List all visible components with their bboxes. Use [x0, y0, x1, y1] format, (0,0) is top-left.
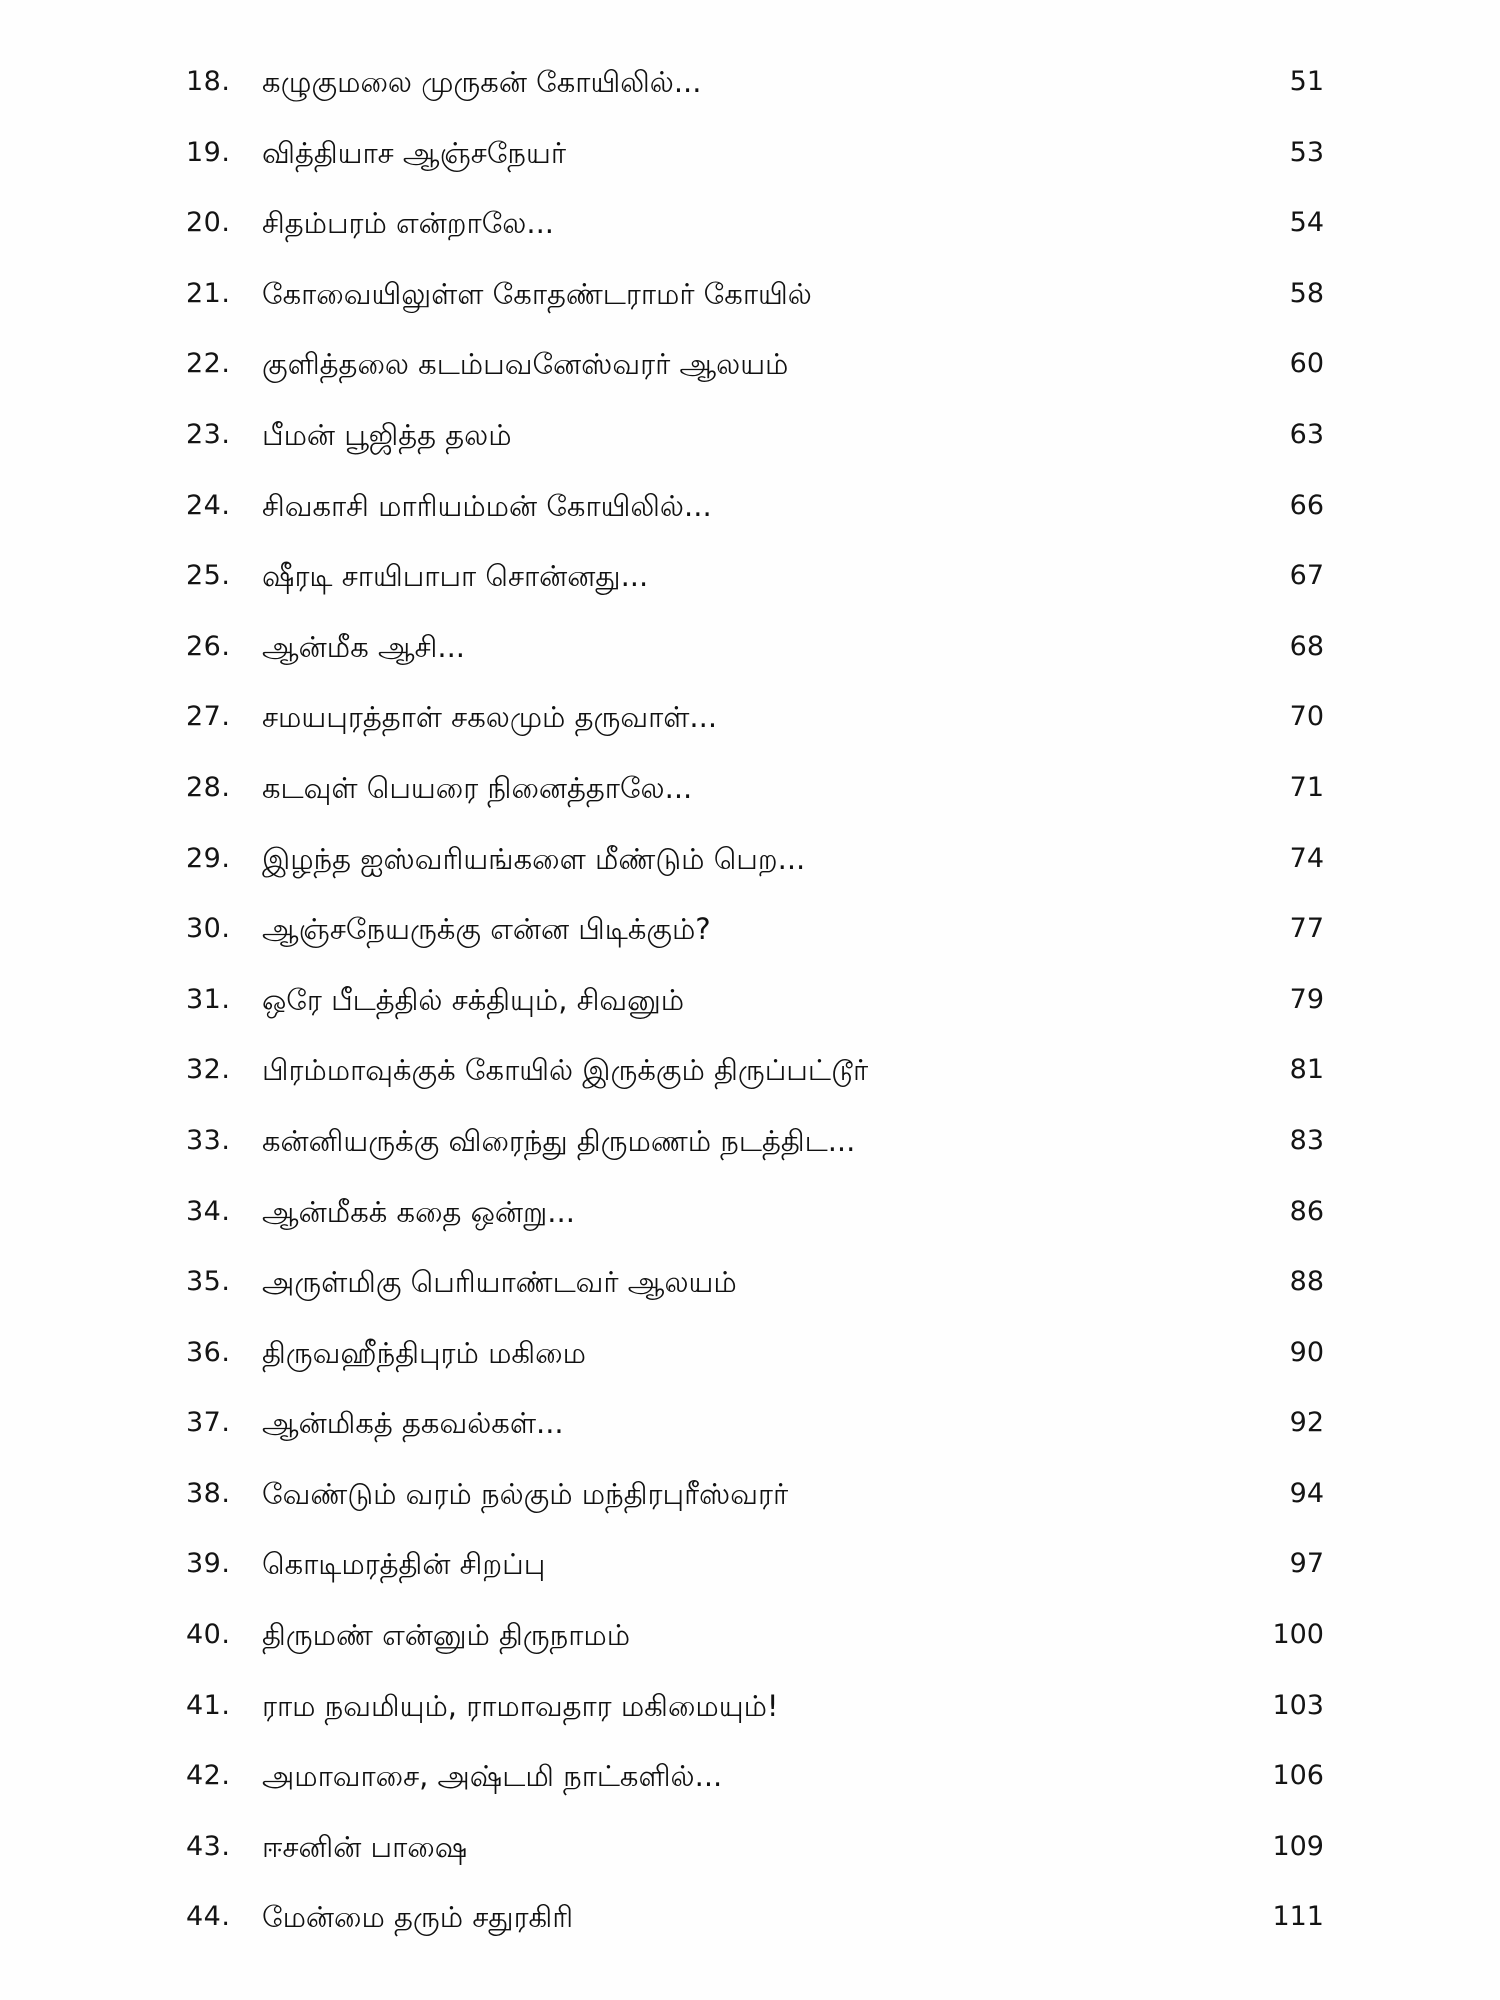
entry-page-number: 66	[1289, 489, 1324, 521]
entry-title: குளித்தலை கடம்பவனேஸ்வரர் ஆலயம்	[262, 347, 789, 382]
toc-entry	[0, 1393, 1500, 1464]
entry-number: 24.	[186, 489, 231, 521]
toc-entry	[0, 1676, 1500, 1747]
entry-page-number: 68	[1289, 630, 1324, 662]
entry-number: 20.	[186, 207, 231, 239]
entry-number: 35.	[186, 1266, 231, 1298]
entry-page-number: 70	[1289, 701, 1324, 733]
toc-entry	[0, 1252, 1500, 1323]
entry-title: ஈசனின் பாஷை	[262, 1829, 468, 1864]
entry-number: 43.	[186, 1830, 231, 1862]
toc-entry	[0, 1817, 1500, 1888]
entry-title: கொடிமரத்தின் சிறப்பு	[262, 1547, 546, 1582]
entry-title: மேன்மை தரும் சதுரகிரி	[262, 1900, 574, 1935]
entry-title: சமயபுரத்தாள் சகலமும் தருவாள்...	[262, 700, 718, 735]
entry-page-number: 67	[1289, 560, 1324, 592]
entry-number: 25.	[186, 560, 231, 592]
toc-entry	[0, 1111, 1500, 1182]
entry-page-number: 54	[1289, 207, 1324, 239]
toc-entry	[0, 1887, 1500, 1958]
entry-page-number: 92	[1289, 1407, 1324, 1439]
entry-title: ஷீரடி சாயிபாபா சொன்னது...	[262, 559, 649, 594]
entry-page-number: 111	[1272, 1901, 1324, 1933]
entry-page-number: 74	[1289, 842, 1324, 874]
entry-title: பீமன் பூஜித்த தலம்	[262, 417, 512, 452]
entry-page-number: 81	[1289, 1054, 1324, 1086]
entry-page-number: 97	[1289, 1548, 1324, 1580]
entry-title: சிதம்பரம் என்றாலே...	[262, 206, 555, 241]
entry-title: ஆன்மிகத் தகவல்கள்...	[262, 1406, 564, 1441]
entry-number: 33.	[186, 1124, 231, 1156]
entry-number: 40.	[186, 1619, 231, 1651]
entry-page-number: 90	[1289, 1336, 1324, 1368]
entry-number: 36.	[186, 1336, 231, 1368]
entry-number: 42.	[186, 1760, 231, 1792]
entry-number: 44.	[186, 1901, 231, 1933]
entry-title: திருமண் என்னும் திருநாமம்	[262, 1618, 631, 1653]
entry-page-number: 106	[1272, 1760, 1324, 1792]
toc-entry	[0, 617, 1500, 688]
toc-entry	[0, 758, 1500, 829]
entry-number: 38.	[186, 1477, 231, 1509]
toc-entry	[0, 123, 1500, 194]
toc-entry	[0, 52, 1500, 123]
entry-number: 19.	[186, 136, 231, 168]
toc-entry	[0, 405, 1500, 476]
entry-title: ராம நவமியும், ராமாவதார மகிமையும்!	[262, 1688, 779, 1723]
entry-title: அமாவாசை, அஷ்டமி நாட்களில்...	[262, 1759, 723, 1794]
toc-entry	[0, 1040, 1500, 1111]
entry-page-number: 103	[1272, 1689, 1324, 1721]
entry-title: கன்னியருக்கு விரைந்து திருமணம் நடத்திட...	[262, 1123, 856, 1158]
entry-page-number: 109	[1272, 1830, 1324, 1862]
entry-title: ஒரே பீடத்தில் சக்தியும், சிவனும்	[262, 982, 685, 1017]
entry-title: ஆன்மீக ஆசி...	[262, 629, 466, 664]
entry-page-number: 51	[1289, 66, 1324, 97]
entry-page-number: 58	[1289, 277, 1324, 309]
entry-number: 29.	[186, 842, 231, 874]
entry-page-number: 94	[1289, 1477, 1324, 1509]
entry-title: கடவுள் பெயரை நினைத்தாலே...	[262, 770, 693, 805]
entry-title: அருள்மிகு பெரியாண்டவர் ஆலயம்	[262, 1265, 737, 1300]
entry-title: ஆஞ்சநேயருக்கு என்ன பிடிக்கும்?	[262, 912, 711, 947]
entry-page-number: 63	[1289, 418, 1324, 450]
entry-title: கோவையிலுள்ள கோதண்டராமர் கோயில்	[262, 276, 812, 311]
toc-entry	[0, 1605, 1500, 1676]
toc-entry	[0, 1746, 1500, 1817]
entry-title: ஆன்மீகக் கதை ஒன்று...	[262, 1194, 575, 1229]
toc-entry	[0, 1182, 1500, 1253]
entry-page-number: 79	[1289, 983, 1324, 1015]
entry-number: 41.	[186, 1689, 231, 1721]
entry-page-number: 71	[1289, 771, 1324, 803]
toc-entry	[0, 687, 1500, 758]
entry-title: பிரம்மாவுக்குக் கோயில் இருக்கும் திருப்பட்டூர்	[262, 1053, 869, 1088]
entry-number: 28.	[186, 771, 231, 803]
entry-number: 34.	[186, 1195, 231, 1227]
toc-entry	[0, 193, 1500, 264]
entry-title: சிவகாசி மாரியம்மன் கோயிலில்...	[262, 488, 712, 523]
entry-number: 26.	[186, 630, 231, 662]
entry-number: 18.	[186, 66, 231, 97]
toc-entry	[0, 1464, 1500, 1535]
toc-entry	[0, 899, 1500, 970]
entry-number: 27.	[186, 701, 231, 733]
toc-entry	[0, 476, 1500, 547]
toc-entry	[0, 970, 1500, 1041]
entry-page-number: 60	[1289, 348, 1324, 380]
entry-number: 32.	[186, 1054, 231, 1086]
entry-title: திருவஹீந்திபுரம் மகிமை	[262, 1335, 586, 1370]
toc-entry	[0, 334, 1500, 405]
entry-title: இழந்த ஐஸ்வரியங்களை மீண்டும் பெற...	[262, 841, 806, 876]
entry-number: 37.	[186, 1407, 231, 1439]
toc-entry	[0, 829, 1500, 900]
entry-page-number: 83	[1289, 1124, 1324, 1156]
entry-number: 30.	[186, 913, 231, 945]
table-of-contents	[0, 52, 1500, 1958]
entry-page-number: 86	[1289, 1195, 1324, 1227]
entry-title: கழுகுமலை முருகன் கோயிலில்...	[262, 65, 702, 99]
entry-number: 23.	[186, 418, 231, 450]
entry-number: 39.	[186, 1548, 231, 1580]
entry-title: வேண்டும் வரம் நல்கும் மந்திரபுரீஸ்வரர்	[262, 1476, 789, 1511]
entry-number: 21.	[186, 277, 231, 309]
entry-number: 22.	[186, 348, 231, 380]
toc-entry	[0, 1534, 1500, 1605]
toc-entry	[0, 546, 1500, 617]
entry-page-number: 77	[1289, 913, 1324, 945]
entry-page-number: 100	[1272, 1619, 1324, 1651]
toc-entry	[0, 1323, 1500, 1394]
entry-title: வித்தியாச ஆஞ்சநேயர்	[262, 135, 567, 170]
toc-entry	[0, 264, 1500, 335]
entry-number: 31.	[186, 983, 231, 1015]
entry-page-number: 53	[1289, 136, 1324, 168]
entry-page-number: 88	[1289, 1266, 1324, 1298]
